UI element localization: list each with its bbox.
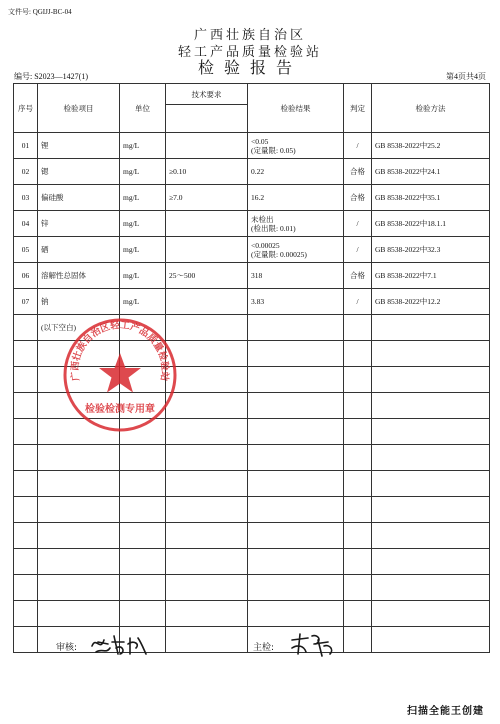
org-title: 广西壮族自治区 xyxy=(193,28,306,43)
empty-cell xyxy=(166,471,248,497)
row-requirement xyxy=(166,133,248,159)
header-item: 检验项目 xyxy=(38,84,120,133)
empty-cell xyxy=(166,523,248,549)
official-seal xyxy=(62,317,178,433)
row-judgment: 合格 xyxy=(344,159,372,185)
table-row xyxy=(14,211,490,237)
file-number: 文件号: QGIJJ-BC-04 xyxy=(8,8,72,16)
result-value: 3.83 xyxy=(251,297,265,306)
empty-cell xyxy=(248,575,344,601)
empty-cell xyxy=(372,549,490,575)
row-item: 锌 xyxy=(38,211,120,237)
row-no: 01 xyxy=(14,133,38,159)
table-row xyxy=(14,289,490,315)
blank-cell xyxy=(372,315,490,341)
row-method: GB 8538-2022中18.1.1 xyxy=(372,211,490,237)
result-value: 0.22 xyxy=(251,167,265,176)
row-requirement: ≥7.0 xyxy=(166,185,248,211)
reviewer-signature xyxy=(88,630,150,658)
empty-cell xyxy=(14,393,38,419)
org-subtitle: 轻工产品质量检验站 xyxy=(177,45,322,60)
row-unit: mg/L xyxy=(120,133,166,159)
empty-cell xyxy=(248,419,344,445)
empty-cell xyxy=(248,497,344,523)
blank-cell xyxy=(14,315,38,341)
seal-bottom-text: 检验检测专用章 xyxy=(85,404,155,415)
empty-cell xyxy=(38,523,120,549)
empty-cell xyxy=(344,549,372,575)
row-requirement xyxy=(166,289,248,315)
empty-cell xyxy=(166,575,248,601)
empty-cell xyxy=(248,601,344,627)
empty-cell xyxy=(38,549,120,575)
inspector-signature xyxy=(288,630,338,658)
empty-cell xyxy=(372,445,490,471)
row-no: 05 xyxy=(14,237,38,263)
row-no: 06 xyxy=(14,263,38,289)
row-no: 04 xyxy=(14,211,38,237)
empty-cell xyxy=(14,575,38,601)
row-judgment: 合格 xyxy=(344,263,372,289)
blank-cell xyxy=(344,315,372,341)
report-number: 编号: S2023—1427(1) xyxy=(14,72,88,81)
empty-cell xyxy=(248,549,344,575)
row-result xyxy=(248,211,344,237)
empty-cell xyxy=(14,445,38,471)
empty-row xyxy=(14,497,490,523)
row-unit: mg/L xyxy=(120,185,166,211)
empty-cell xyxy=(166,497,248,523)
result-limit: (检出限: 0.01) xyxy=(251,223,296,233)
empty-cell xyxy=(248,471,344,497)
report-title: 检验报告 xyxy=(197,58,302,77)
empty-cell xyxy=(166,601,248,627)
row-result xyxy=(248,185,344,211)
row-requirement: 25～500 xyxy=(166,263,248,289)
inspector-label: 主检: xyxy=(253,643,275,653)
row-judgment: 合格 xyxy=(344,185,372,211)
empty-cell xyxy=(248,367,344,393)
empty-cell xyxy=(248,393,344,419)
empty-row xyxy=(14,601,490,627)
empty-cell xyxy=(344,471,372,497)
row-item: 偏硅酸 xyxy=(38,185,120,211)
empty-cell xyxy=(120,471,166,497)
empty-cell xyxy=(14,549,38,575)
empty-cell xyxy=(120,575,166,601)
row-method: GB 8538-2022中32.3 xyxy=(372,237,490,263)
empty-cell xyxy=(372,627,490,653)
row-item: 钠 xyxy=(38,289,120,315)
table-row xyxy=(14,133,490,159)
empty-cell xyxy=(166,445,248,471)
empty-cell xyxy=(38,471,120,497)
empty-cell xyxy=(344,445,372,471)
empty-cell xyxy=(120,497,166,523)
empty-row xyxy=(14,627,490,653)
empty-cell xyxy=(372,419,490,445)
table-row xyxy=(14,263,490,289)
row-method: GB 8538-2022中35.1 xyxy=(372,185,490,211)
result-value: <0.00025 xyxy=(251,240,280,250)
row-result xyxy=(248,263,344,289)
scanner-watermark: 扫描全能王创建 xyxy=(407,706,484,717)
empty-cell xyxy=(344,497,372,523)
empty-cell xyxy=(166,549,248,575)
row-unit: mg/L xyxy=(120,289,166,315)
empty-cell xyxy=(372,471,490,497)
row-item: 锂 xyxy=(38,133,120,159)
result-value: 16.2 xyxy=(251,193,265,202)
empty-cell xyxy=(372,393,490,419)
empty-cell xyxy=(120,523,166,549)
empty-cell xyxy=(14,419,38,445)
empty-cell xyxy=(14,497,38,523)
row-method: GB 8538-2022中12.2 xyxy=(372,289,490,315)
header-judgment: 判定 xyxy=(344,84,372,133)
empty-row xyxy=(14,523,490,549)
row-method: GB 8538-2022中25.2 xyxy=(372,133,490,159)
empty-cell xyxy=(248,523,344,549)
empty-cell xyxy=(120,601,166,627)
row-item: 锶 xyxy=(38,159,120,185)
seal-star-icon xyxy=(99,353,141,393)
empty-cell xyxy=(120,445,166,471)
row-item: 硒 xyxy=(38,237,120,263)
row-no: 02 xyxy=(14,159,38,185)
row-judgment: / xyxy=(344,211,372,237)
row-method: GB 8538-2022中7.1 xyxy=(372,263,490,289)
result-value: <0.05 xyxy=(251,136,269,146)
blank-cell xyxy=(248,315,344,341)
empty-cell xyxy=(372,523,490,549)
row-no: 07 xyxy=(14,289,38,315)
row-judgment: / xyxy=(344,133,372,159)
empty-cell xyxy=(248,341,344,367)
row-result xyxy=(248,237,344,263)
row-judgment: / xyxy=(344,289,372,315)
header-requirement: 技术要求 xyxy=(166,84,248,105)
row-no: 03 xyxy=(14,185,38,211)
header-requirement-sub xyxy=(166,105,248,133)
row-unit: mg/L xyxy=(120,263,166,289)
row-requirement xyxy=(166,237,248,263)
row-result xyxy=(248,159,344,185)
result-limit: (定量限: 0.05) xyxy=(251,145,296,155)
table-row xyxy=(14,237,490,263)
empty-row xyxy=(14,575,490,601)
row-result xyxy=(248,133,344,159)
empty-cell xyxy=(14,627,38,653)
empty-cell xyxy=(38,601,120,627)
seal-ring-text: 广西壮族自治区轻工产品质量检验站 xyxy=(69,319,171,382)
empty-row xyxy=(14,549,490,575)
empty-cell xyxy=(344,601,372,627)
empty-cell xyxy=(14,471,38,497)
row-requirement xyxy=(166,211,248,237)
empty-cell xyxy=(344,419,372,445)
empty-cell xyxy=(344,627,372,653)
header-result: 检验结果 xyxy=(248,84,344,133)
blank-note: (以下空白) xyxy=(38,315,120,341)
empty-cell xyxy=(372,341,490,367)
empty-cell xyxy=(372,601,490,627)
row-item: 溶解性总固体 xyxy=(38,263,120,289)
table-row xyxy=(14,185,490,211)
empty-cell xyxy=(166,627,248,653)
empty-cell xyxy=(38,497,120,523)
row-requirement: ≥0.10 xyxy=(166,159,248,185)
empty-cell xyxy=(344,575,372,601)
result-limit: (定量限: 0.00025) xyxy=(251,249,307,259)
table-row xyxy=(14,159,490,185)
empty-cell xyxy=(14,367,38,393)
header-no: 序号 xyxy=(14,84,38,133)
row-unit: mg/L xyxy=(120,237,166,263)
row-result xyxy=(248,289,344,315)
reviewer-label: 审核: xyxy=(56,643,78,653)
empty-row xyxy=(14,471,490,497)
header-unit: 单位 xyxy=(120,84,166,133)
empty-cell xyxy=(344,341,372,367)
row-judgment: / xyxy=(344,237,372,263)
result-value: 未检出 xyxy=(251,214,274,224)
empty-cell xyxy=(120,549,166,575)
empty-cell xyxy=(38,445,120,471)
empty-cell xyxy=(14,341,38,367)
empty-cell xyxy=(14,523,38,549)
empty-cell xyxy=(14,601,38,627)
empty-cell xyxy=(372,575,490,601)
row-method: GB 8538-2022中24.1 xyxy=(372,159,490,185)
header-method: 检验方法 xyxy=(372,84,490,133)
result-value: 318 xyxy=(251,271,263,280)
empty-cell xyxy=(344,523,372,549)
empty-cell xyxy=(372,497,490,523)
row-unit: mg/L xyxy=(120,211,166,237)
empty-cell xyxy=(344,367,372,393)
page-indicator: 第4页共4页 xyxy=(446,72,486,81)
table-header-row xyxy=(14,84,490,105)
empty-cell xyxy=(248,445,344,471)
empty-cell xyxy=(38,575,120,601)
empty-cell xyxy=(372,367,490,393)
row-unit: mg/L xyxy=(120,159,166,185)
empty-row xyxy=(14,445,490,471)
empty-cell xyxy=(344,393,372,419)
